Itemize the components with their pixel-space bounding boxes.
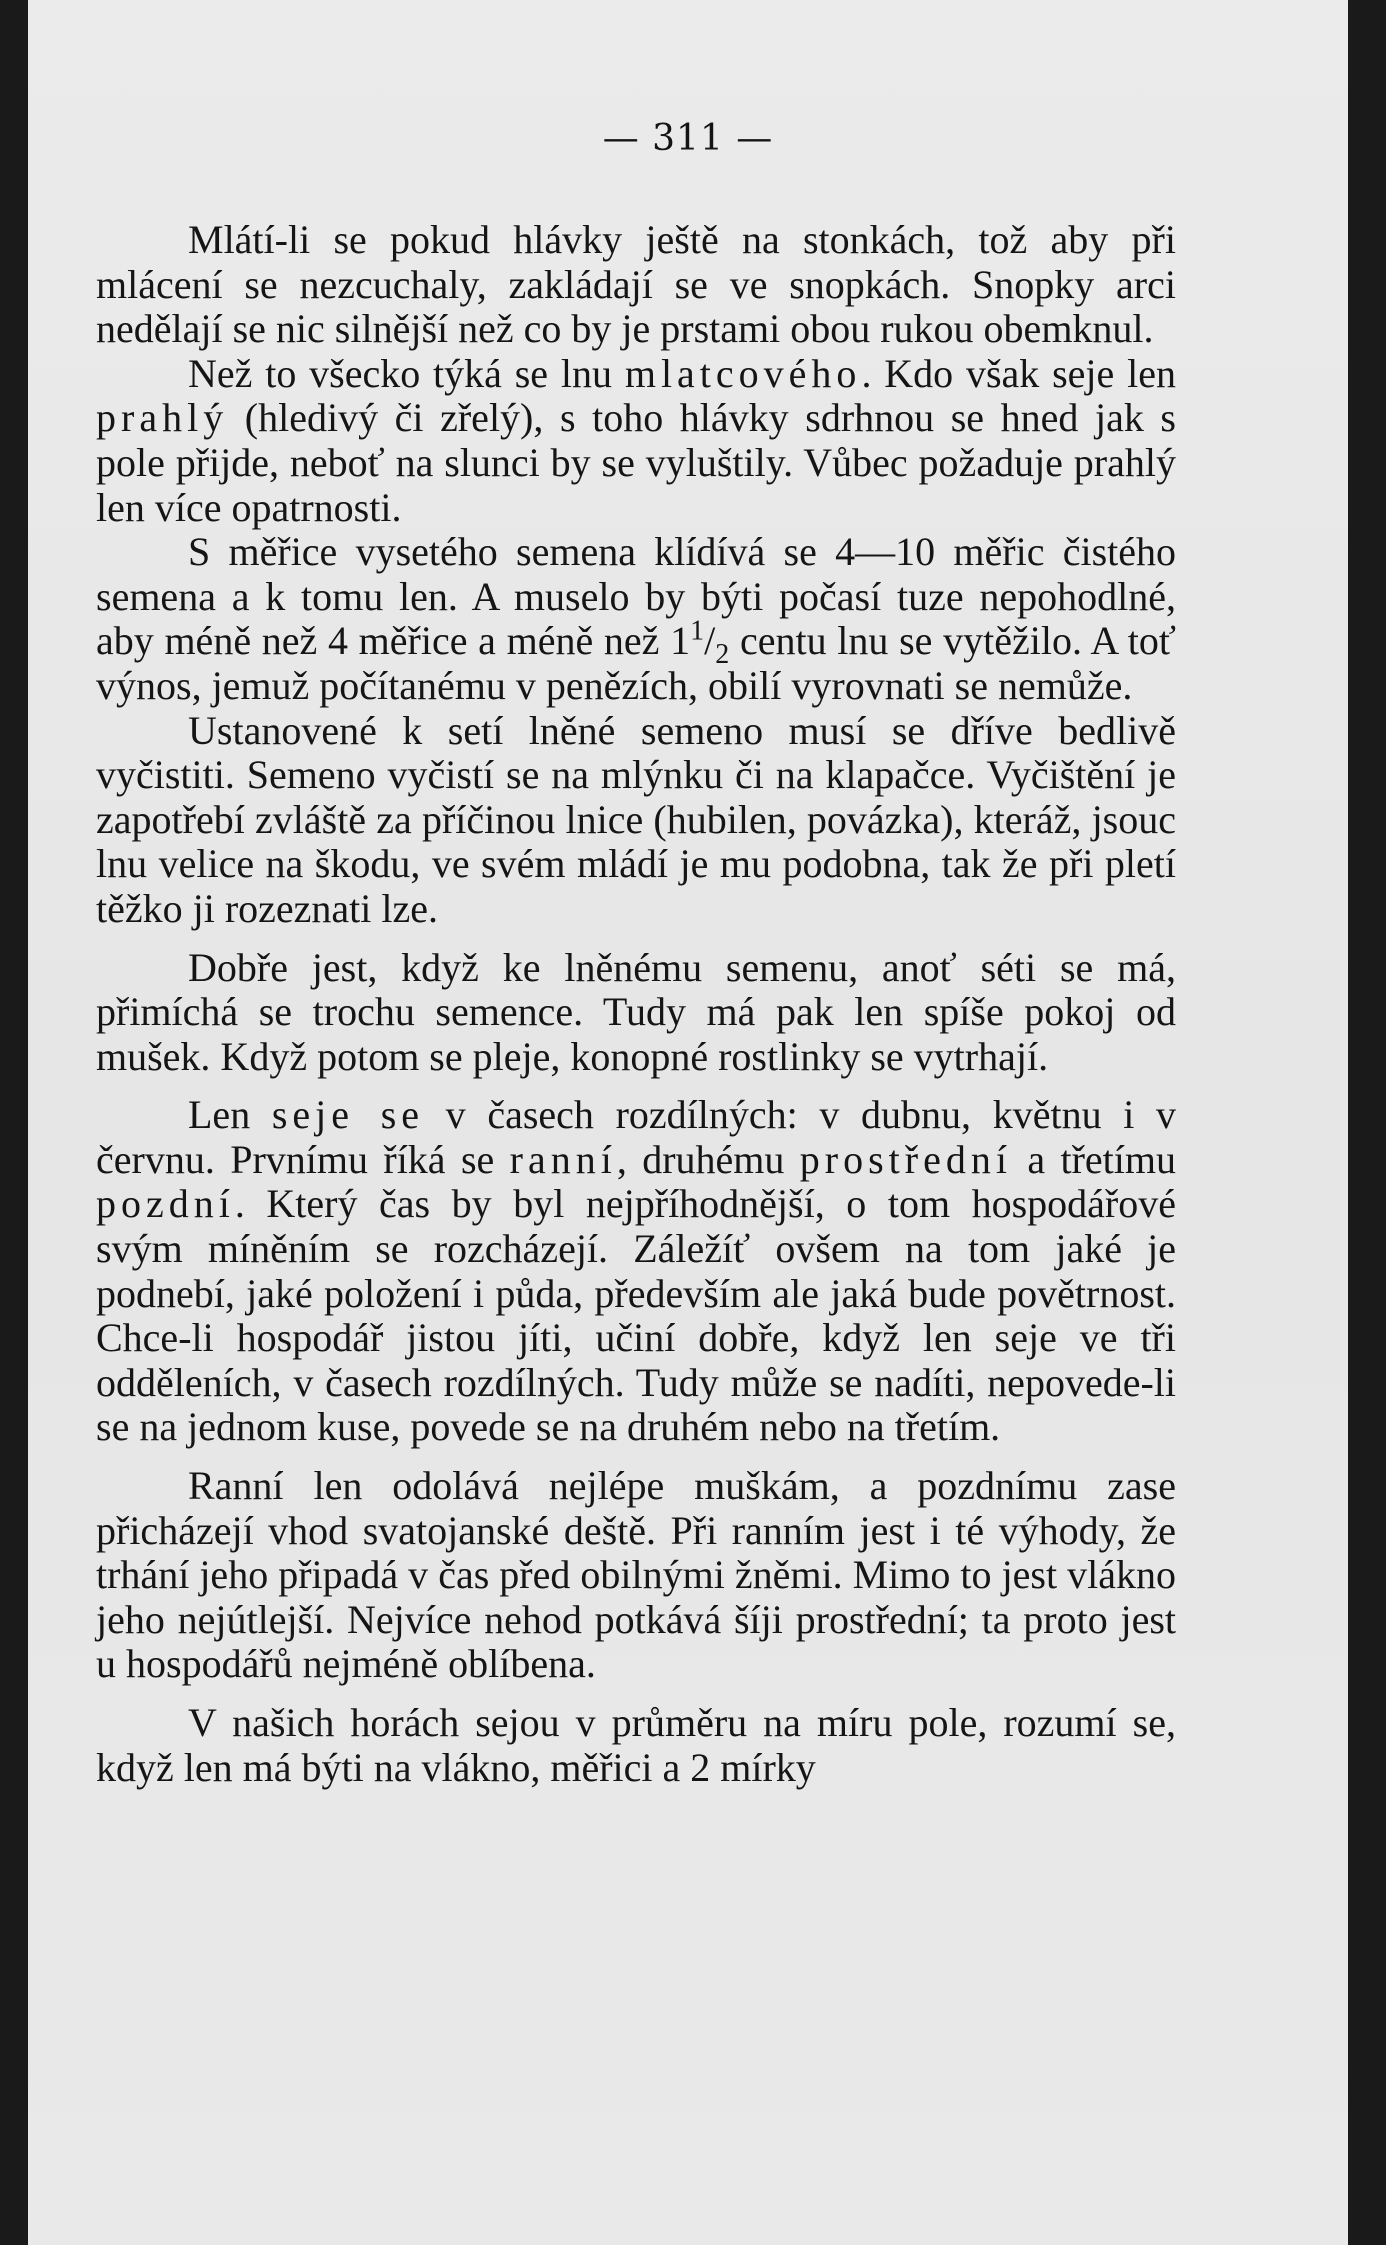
text-run: (hledivý či zřelý), s toho hlávky sdrhnou se hned jak s pole přijde, neboť na slunci by se vyluštily. Vůbec požaduje prahlý len více opatrnosti. (96, 395, 1176, 530)
paragraph-sowing-times (96, 1093, 1176, 1450)
text-run: . Který čas by byl nejpříhodnější, o tom hospodářové svým míněním se rozcházejí. Záležíť ovšem na tom jaké je podnebí, jaké položení i půda, především ale jaká bude povětrnost. Chce-li hospodář jistou jíti, učiní dobře, když len seje ve tři odděleních, v časech rozdílných. Tudy může se nadíti, nepovede-li se na jednom kuse, povede se na druhém nebo na třetím. (96, 1181, 1176, 1450)
text-run: v časech rozdílných: v dubnu, květnu i v červnu. Prvnímu říká se (96, 1092, 1176, 1182)
spaced-term: seje se (271, 1092, 425, 1138)
paragraph-yield: S měřice vysetého semena klídívá se 4—10 měřic čistého semena a k tomu len. A muselo by býti počasí tuze nepohodlné, aby méně než 4 měřice a méně než $1^1/_2$ centu lnu se vytěžilo. A toť výnos, jemuž počítanému v penězích, obilí vyrovnati se nemůže. (96, 529, 1177, 708)
fraction-denominator: 2 (715, 639, 730, 671)
paragraph-mountains (96, 1701, 1176, 1790)
paragraph-seed-cleaning (96, 709, 1176, 932)
spaced-term: prahlý (96, 395, 229, 441)
text-run: . Kdo však seje len (861, 350, 1176, 396)
paragraph-text: Ustanovené k setí lněné semeno musí se dříve bedlivě vyčistiti. Semeno vyčistí se na mlýnku či na klapačce. Vyčištění je zapotřebí zvláště za příčinou lnice (hubilen, povázka), kteráž, jsouc lnu velice na škodu, ve svém mládí je mu podobna, tak že při pletí těžko ji rozeznati lze. (96, 707, 1176, 931)
text-run: a třetímu (1011, 1136, 1177, 1182)
paragraph-text: Mlátí-li se pokud hlávky ještě na stonkách, tož aby při mlácení se nezcuchaly, zakládají se ve snopkách. Snopky arci nedělají se nic silnější než co by je prstami obou rukou obemknul. (96, 217, 1176, 352)
paragraph-hemp-mix (96, 946, 1176, 1080)
body-text (96, 218, 1176, 1790)
paragraph-text: V našich horách sejou v průměru na míru pole, rozumí se, když len má býti na vlákno, měřici a 2 mírky (96, 1700, 1176, 1790)
page-number: — 311 — (602, 118, 774, 159)
paragraph-threshing (96, 218, 1176, 352)
spaced-term: mlatcového (624, 350, 862, 396)
paragraph-text: Dobře jest, když ke lněnému semenu, anoť séti se má, přimíchá se trochu semence. Tudy má pak len spíše pokoj od mušek. Když potom se pleje, konopné rostlinky se vytrhají. (96, 944, 1176, 1079)
fraction-numerator: 1 (690, 616, 705, 648)
spaced-term: ranní (509, 1136, 617, 1182)
book-page (28, 0, 1348, 2245)
paragraph-text: Ranní len odolává nejlépe muškám, a pozdnímu zase přicházejí vhod svatojanské deště. Při ranním jest i té výhody, že trhání jeho připadá v čas před obilnými žněmi. Mimo to jest vlákno jeho nejútlejší. Nejvíce nehod potkává šíji prostřední; ta proto jest u hospodářů nejméně oblíbena. (96, 1463, 1176, 1687)
text-run: S měřice vysetého semena klídívá se 4—10 měřic čistého semena a k tomu len. A muselo by býti počasí tuze nepohodlné, aby méně než 4 měřice a méně než 1 (96, 529, 1176, 664)
text-run: centu lnu se vytěžilo. A toť výnos, jemuž počítanému v penězích, obilí vyrovnati se nemůže. (96, 618, 1177, 708)
spaced-term: prostřední (799, 1136, 1012, 1182)
text-run: Než to všecko týká se lnu (188, 350, 625, 396)
paragraph-flax-types (96, 352, 1176, 530)
text-run: Len (188, 1092, 272, 1138)
text-run: , druhému (616, 1136, 800, 1182)
paragraph-early-flax (96, 1464, 1176, 1687)
spaced-term: pozdní (96, 1181, 235, 1227)
